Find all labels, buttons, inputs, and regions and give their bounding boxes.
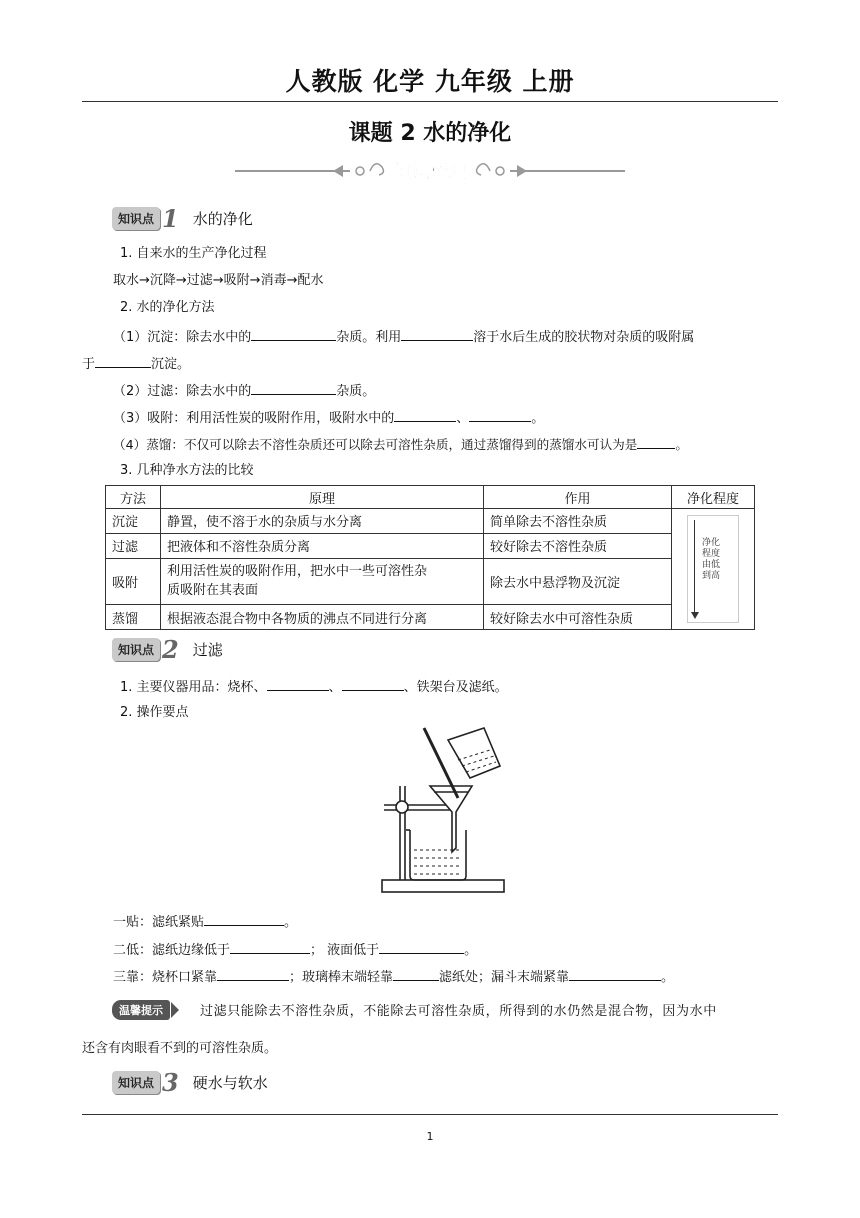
cell: 较好除去不溶性杂质 — [484, 533, 672, 558]
text: 一贴：滤纸紧贴 — [113, 915, 205, 930]
blank[interactable] — [637, 435, 675, 449]
label-line: 到高 — [702, 571, 721, 581]
blank[interactable] — [379, 940, 464, 954]
comparison-table — [105, 485, 755, 630]
header-cell: 原理 — [161, 486, 484, 509]
header-rule — [82, 101, 778, 102]
text: 杂质。 — [336, 384, 376, 399]
kp3-heading — [112, 1069, 268, 1095]
text: （1）沉淀：除去水中的 — [113, 330, 252, 345]
page-header-title: 人教版 化学 九年级 上册 — [285, 67, 575, 96]
kp3-name: 硬水与软水 — [192, 1073, 268, 1092]
kp1-number: 1 — [162, 203, 179, 233]
kp3-number: 3 — [162, 1067, 179, 1097]
kp2-line2: 2. 操作要点 — [120, 705, 189, 720]
kp1-name: 水的净化 — [192, 209, 253, 228]
tip-line1: 过滤只能除去不溶性杂质，不能除去可溶性杂质，所得到的水仍然是混合物，因为水中 — [200, 1004, 717, 1019]
cell: 较好除去水中可溶性杂质 — [484, 605, 672, 630]
blank[interactable] — [217, 967, 289, 981]
cell-line: 质吸附在其表面 — [167, 583, 259, 599]
table-row — [106, 605, 755, 630]
tip-line2: 还含有肉眼看不到的可溶性杂质。 — [82, 1041, 278, 1056]
text: 、 — [328, 680, 342, 695]
label-line: 净化 — [702, 538, 721, 548]
kp1-tag: 知识点 — [112, 207, 160, 230]
filtration-apparatus-diagram — [378, 726, 508, 902]
kp1-line6 — [113, 381, 375, 401]
cell: 根据液态混合物中各物质的沸点不同进行分离 — [161, 605, 484, 630]
table-row — [106, 509, 755, 534]
kp1-line4 — [113, 327, 694, 347]
kp1-line2: 取水→沉降→过滤→吸附→消毒→配水 — [113, 273, 324, 288]
blank[interactable] — [204, 912, 284, 926]
blank[interactable] — [251, 327, 336, 341]
text: 杂质。利用 — [336, 330, 402, 345]
knowledge-banner — [235, 154, 625, 188]
kp2-tag: 知识点 — [112, 638, 160, 661]
degree-arrow-head — [691, 612, 699, 619]
text: ； 液面低于 — [310, 943, 380, 958]
blank[interactable] — [342, 677, 404, 691]
cell: 把液体和不溶性杂质分离 — [161, 533, 484, 558]
blank[interactable] — [95, 354, 151, 368]
tip-arrow-icon — [171, 1002, 179, 1018]
text: （2）过滤：除去水中的 — [113, 384, 252, 399]
text: 滤纸处；漏斗末端紧靠 — [439, 970, 570, 985]
blank[interactable] — [401, 327, 473, 341]
text: ；玻璃棒末端轻靠 — [289, 970, 394, 985]
text: 1. 主要仪器用品：烧杯、 — [120, 680, 267, 695]
page-number: 1 — [426, 1130, 434, 1143]
cell: 除去水中悬浮物及沉淀 — [484, 558, 672, 604]
degree-label — [702, 538, 720, 582]
blank[interactable] — [569, 967, 661, 981]
text: 。 — [675, 437, 688, 452]
tip-badge — [112, 1000, 179, 1020]
cell — [161, 558, 484, 604]
kp2-heading — [112, 636, 223, 662]
kp1-heading — [112, 205, 253, 231]
cell: 静置，使不溶于水的杂质与水分离 — [161, 509, 484, 534]
kp1-line3: 2. 水的净化方法 — [120, 300, 215, 315]
footer-rule — [82, 1114, 778, 1115]
text: 于 — [82, 357, 96, 372]
text: 溶于水后生成的胶状物对杂质的吸附属 — [473, 330, 695, 345]
cell: 吸附 — [106, 558, 161, 604]
table-row — [106, 558, 755, 604]
kp1-line8 — [113, 435, 688, 454]
kp1-line9: 3. 几种净水方法的比较 — [120, 463, 254, 478]
kp1-line1: 1. 自来水的生产净化过程 — [120, 246, 267, 261]
degree-arrow-line — [694, 520, 695, 616]
kp2-number: 2 — [162, 634, 179, 664]
text: 。 — [531, 411, 545, 426]
blank[interactable] — [393, 967, 439, 981]
kp2-rule-2 — [113, 940, 477, 960]
text: 、 — [456, 411, 470, 426]
blank[interactable] — [469, 408, 531, 422]
cell-line: 利用活性炭的吸附作用，把水中一些可溶性杂 — [167, 564, 428, 580]
degree-box — [687, 515, 739, 623]
text: 沉淀。 — [151, 357, 191, 372]
cell: 蒸馏 — [106, 605, 161, 630]
kp3-tag: 知识点 — [112, 1071, 160, 1094]
label-line: 程度 — [702, 549, 721, 559]
kp2-rule-1 — [113, 912, 297, 932]
text: 二低：滤纸边缘低于 — [113, 943, 231, 958]
banner-text: 知识梳理 — [394, 162, 466, 183]
cell: 沉淀 — [106, 509, 161, 534]
kp1-line7 — [113, 408, 544, 428]
cell: 简单除去不溶性杂质 — [484, 509, 672, 534]
lesson-title: 课题 2 水的净化 — [348, 121, 512, 146]
blank[interactable] — [230, 940, 310, 954]
header-cell: 方法 — [106, 486, 161, 509]
text: 三靠：烧杯口紧靠 — [113, 970, 218, 985]
blank[interactable] — [251, 381, 336, 395]
kp1-line5 — [82, 354, 190, 374]
cell: 过滤 — [106, 533, 161, 558]
text: （3）吸附：利用活性炭的吸附作用，吸附水中的 — [113, 411, 395, 426]
text: 、铁架台及滤纸。 — [403, 680, 508, 695]
kp2-rule-3 — [113, 967, 674, 987]
tip-tag: 温馨提示 — [112, 1000, 170, 1020]
blank[interactable] — [267, 677, 329, 691]
table-header-row — [106, 486, 755, 509]
table-row — [106, 533, 755, 558]
degree-cell — [672, 509, 755, 630]
text: 。 — [284, 915, 298, 930]
blank[interactable] — [394, 408, 456, 422]
header-cell: 作用 — [484, 486, 672, 509]
header-cell: 净化程度 — [672, 486, 755, 509]
text: 。 — [661, 970, 675, 985]
text: 。 — [464, 943, 478, 958]
label-line: 由低 — [702, 560, 721, 570]
text: （4）蒸馏：不仅可以除去不溶性杂质还可以除去可溶性杂质，通过蒸馏得到的蒸馏水可认为是 — [113, 437, 638, 452]
kp2-line1 — [120, 677, 508, 697]
kp2-name: 过滤 — [192, 640, 223, 659]
